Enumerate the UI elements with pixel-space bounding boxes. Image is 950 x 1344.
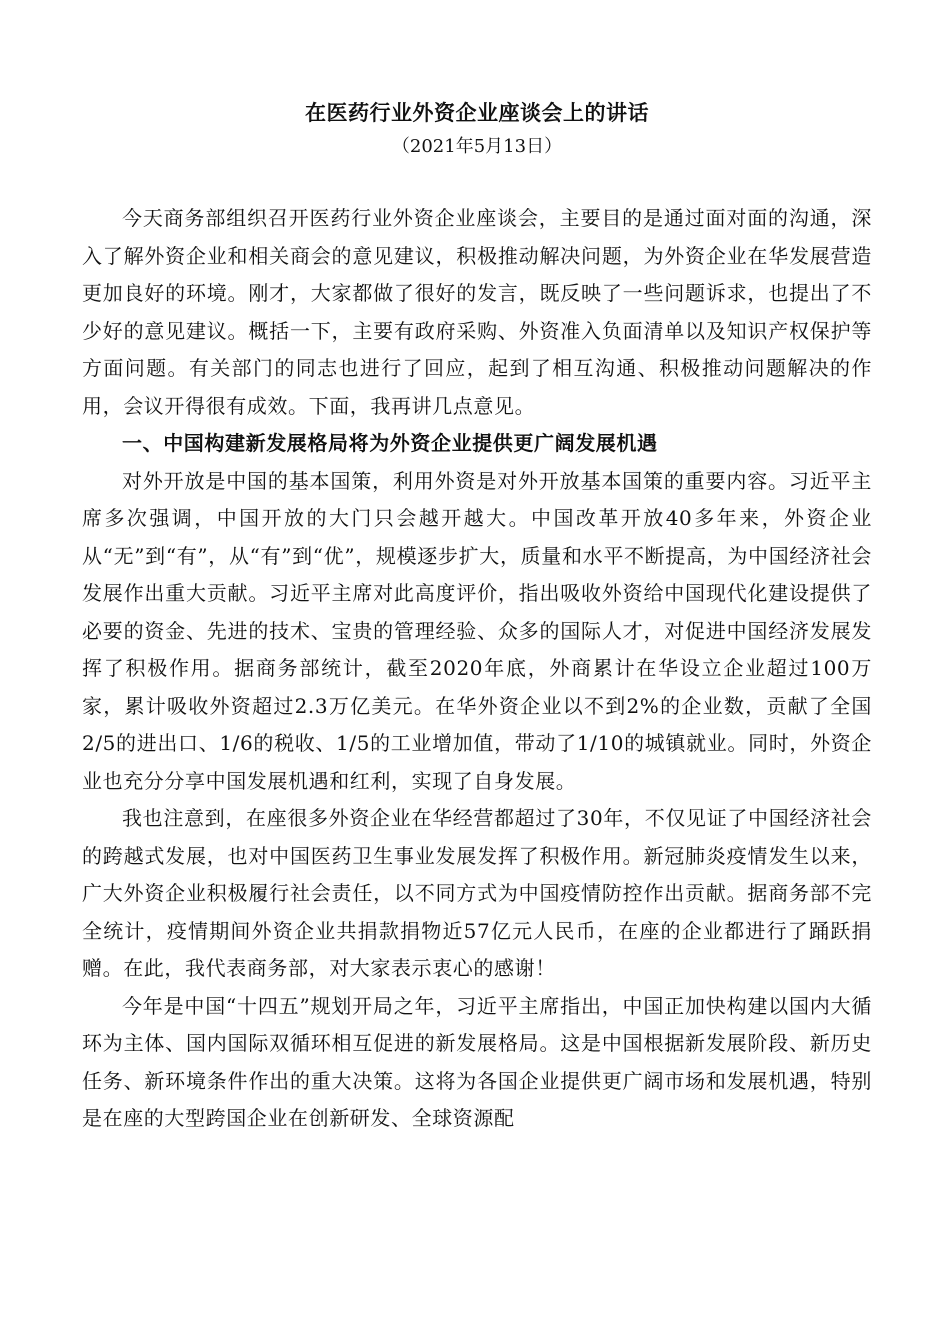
paragraph-intro: 今天商务部组织召开医药行业外资企业座谈会，主要目的是通过面对面的沟通，深入了解外资企业和相关商会的意见建议，积极推动解决问题，为外资企业在华发展营造更加良好的环境。刚才，大家都做了很好的发言，既反映了一些问题诉求，也提出了不少好的意见建议。概括一下，主要有政府采购、外资准入负面清单以及知识产权保护等方面问题。有关部门的同志也进行了回应，起到了相互沟通、积极推动问题解决的作用，会议开得很有成效。下面，我再讲几点意见。: [82, 206, 872, 418]
document-body: [82, 200, 872, 1138]
document-date: （2021年5月13日）: [391, 136, 563, 157]
document-page: [82, 96, 872, 1138]
section-heading: 一、中国构建新发展格局将为外资企业提供更广阔发展机遇: [122, 431, 658, 455]
paragraph-foreign-enterprises: 我也注意到，在座很多外资企业在华经营都超过了30年，不仅见证了中国经济社会的跨越式发展，也对中国医药卫生事业发展发挥了积极作用。新冠肺炎疫情发生以来，广大外资企业积极履行社会责任，以不同方式为中国疫情防控作出贡献。据商务部不完全统计，疫情期间外资企业共捐款捐物近57亿元人民币，在座的企业都进行了踊跃捐赠。在此，我代表商务部，对大家表示衷心的感谢！: [82, 806, 872, 980]
document-title: 在医药行业外资企业座谈会上的讲话: [305, 100, 649, 125]
paragraph-new-development: 今年是中国“十四五”规划开局之年，习近平主席指出，中国正加快构建以国内大循环为主体、国内国际双循环相互促进的新发展格局。这是中国根据新发展阶段、新历史任务、新环境条件作出的重大决策。这将为各国企业提供更广阔市场和发展机遇，特别是在座的大型跨国企业在创新研发、全球资源配: [82, 993, 872, 1130]
paragraph-opening-policy: 对外开放是中国的基本国策，利用外资是对外开放基本国策的重要内容。习近平主席多次强调，中国开放的大门只会越开越大。中国改革开放40多年来，外资企业从“无”到“有”，从“有”到“优”，规模逐步扩大，质量和水平不断提高，为中国经济社会发展作出重大贡献。习近平主席对此高度评价，指出吸收外资给中国现代化建设提供了必要的资金、先进的技术、宝贵的管理经验、众多的国际人才，对促进中国经济发展发挥了积极作用。据商务部统计，截至2020年底，外商累计在华设立企业超过100万家，累计吸收外资超过2.3万亿美元。在华外资企业以不到2%的企业数，贡献了全国2/5的进出口、1/6的税收、1/5的工业增加值，带动了1/10的城镇就业。同时，外资企业也充分分享中国发展机遇和红利，实现了自身发展。: [82, 468, 872, 793]
